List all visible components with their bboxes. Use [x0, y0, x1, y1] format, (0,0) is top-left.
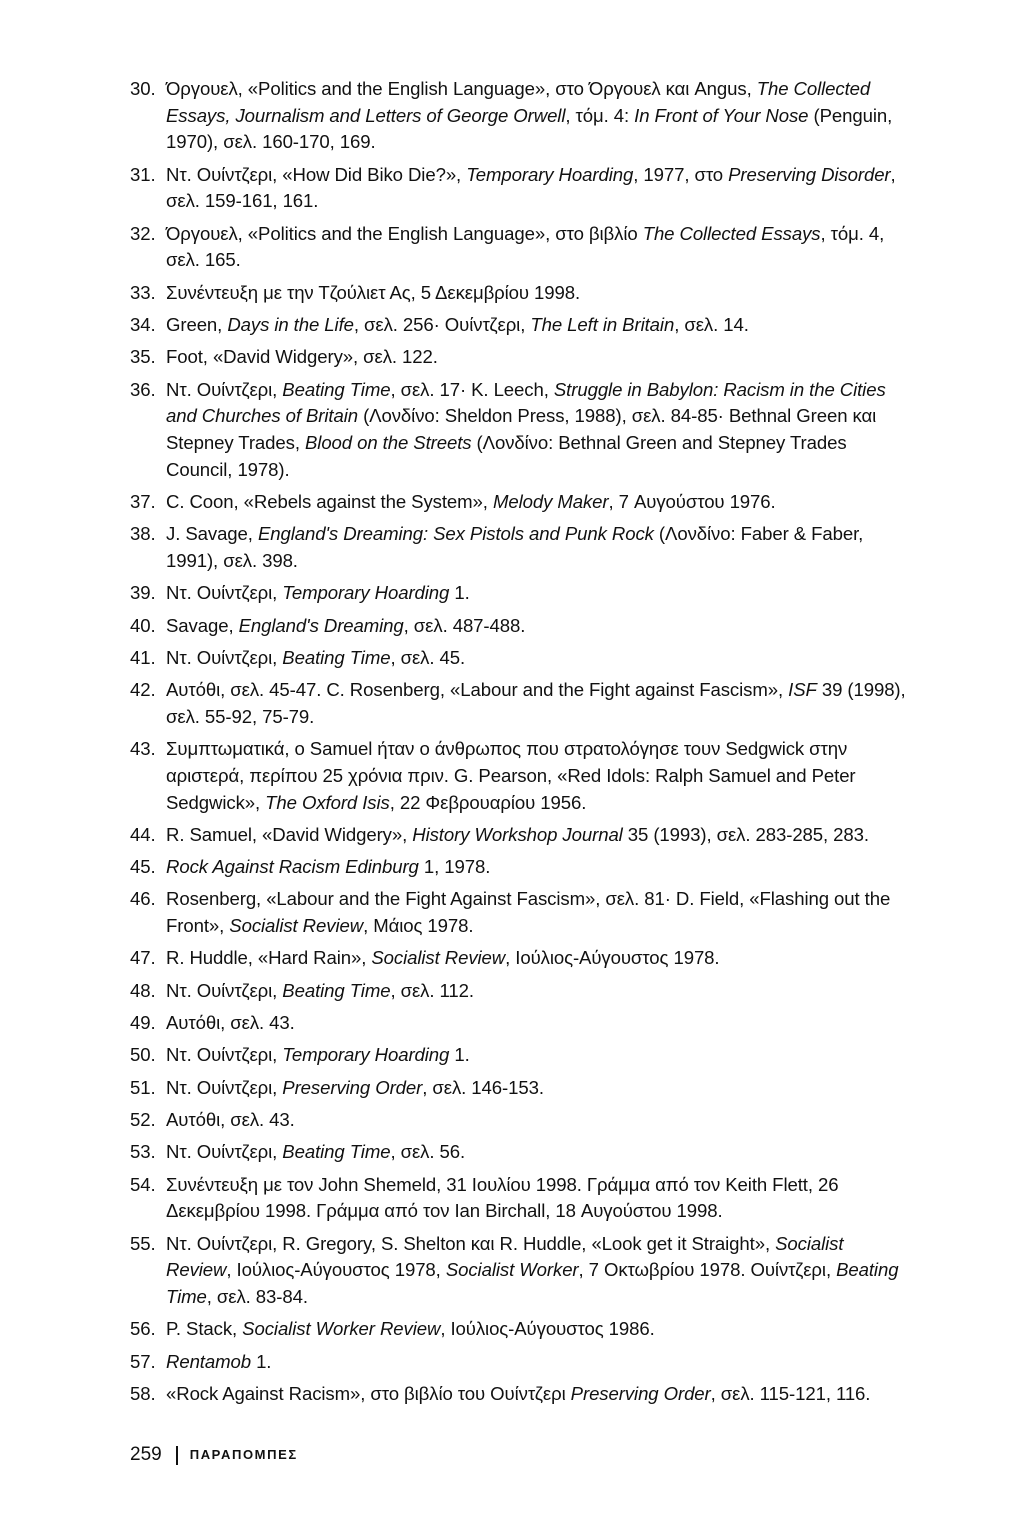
endnote-title-italic: Preserving Disorder [728, 163, 891, 185]
endnote-number: 53. [130, 1141, 156, 1163]
endnote-text [166, 162, 910, 215]
endnote-item [130, 978, 910, 1005]
endnote-number: 31. [130, 163, 156, 185]
endnote-item [130, 162, 910, 215]
endnote-number: 44. [130, 823, 156, 845]
endnote-text-run: (Λονδίνο: Bethnal Green and Stepney Trades Council, 1978). [166, 432, 847, 480]
endnote-item [130, 886, 910, 939]
endnote-title-italic: England's Dreaming: Sex Pistols and Punk Rock [257, 523, 654, 545]
endnote-text [166, 736, 910, 816]
endnote-title-italic: Socialist Worker [445, 1259, 579, 1281]
endnote-title-italic: Socialist Review [229, 915, 364, 937]
endnote-number: 48. [130, 979, 156, 1001]
endnote-text-run: , σελ. 487-488. [403, 614, 526, 636]
endnote-text-run: P. Stack, [166, 1318, 243, 1340]
endnotes-list [130, 76, 910, 1413]
endnote-text-run: Green, [166, 314, 228, 335]
endnote-text-run: 35 (1993), σελ. 283-285, 283. [622, 823, 869, 845]
endnote-title-italic: Socialist Worker Review [242, 1318, 441, 1340]
endnote-text-run: Ντ. Ουίντζερι, [166, 1141, 283, 1163]
endnote-text-run: Αυτόθι, σελ. 45-47. C. Rosenberg, «Labour and the Fight against Fascism», [166, 679, 789, 701]
endnote-item [130, 280, 910, 307]
endnote-text-run: , 1977, στο [633, 163, 729, 185]
endnote-text-run: Foot, «David Widgery», σελ. 122. [166, 346, 438, 368]
endnote-item [130, 736, 910, 816]
endnote-title-italic: Struggle in Babylon: Racism in the Cities and Churches of Britain [166, 378, 886, 427]
endnote-text-run: 39 (1998), σελ. 55-92, 75-79. [166, 679, 906, 727]
endnote-text [166, 1172, 910, 1225]
endnote-text [166, 1381, 910, 1408]
endnote-text [166, 886, 910, 939]
endnote-number: 51. [130, 1076, 156, 1098]
endnote-text [166, 645, 910, 672]
endnote-text [166, 377, 910, 484]
endnote-text [166, 76, 910, 156]
endnote-text [166, 221, 910, 274]
endnote-text [166, 945, 910, 972]
endnote-number: 47. [130, 947, 156, 969]
endnote-text [166, 489, 910, 516]
endnote-number: 30. [130, 78, 156, 99]
endnote-title-italic: Rentamob [166, 1350, 251, 1372]
endnote-text [166, 854, 910, 881]
endnote-text [166, 1231, 910, 1311]
endnote-number: 45. [130, 856, 156, 878]
endnote-item [130, 1349, 910, 1376]
endnote-text [166, 521, 910, 574]
endnote-item [130, 1139, 910, 1166]
endnote-text [166, 1139, 910, 1166]
endnote-item [130, 489, 910, 516]
endnote-text-run: 1, 1978. [418, 856, 491, 878]
endnote-number: 54. [130, 1173, 156, 1195]
endnote-number: 33. [130, 281, 156, 303]
endnote-number: 57. [130, 1350, 156, 1372]
endnote-text-run: Ντ. Ουίντζερι, [166, 1044, 283, 1066]
endnote-title-italic: Preserving Order [282, 1076, 423, 1098]
endnote-item [130, 613, 910, 640]
endnote-text [166, 677, 910, 730]
endnote-title-italic: The Oxford Isis [265, 791, 390, 813]
endnote-text-run: , Ιούλιος-Αύγουστος 1978. [505, 947, 720, 969]
endnote-item [130, 1010, 910, 1037]
endnote-text-run: Συμπτωματικά, ο Samuel ήταν ο άνθρωπος που στρατολόγησε τουν Sedgwick στην αριστερά, περίπου 25 χρόνια πριν. G. Pearson, «Red Idols: Ralph Samuel and Peter Sedgwick», [166, 738, 856, 813]
endnote-text-run: Ντ. Ουίντζερι, [166, 646, 283, 668]
endnote-item [130, 1075, 910, 1102]
endnote-item [130, 822, 910, 849]
endnote-text-run: , σελ. 112. [390, 979, 474, 1001]
endnote-number: 37. [130, 491, 156, 512]
endnote-item [130, 580, 910, 607]
endnote-title-italic: In Front of Your Nose [634, 104, 809, 126]
endnote-item [130, 645, 910, 672]
endnote-text-run: (Λονδίνο: Faber & Faber, 1991), σελ. 398. [166, 523, 864, 571]
endnote-text-run: , σελ. 83-84. [206, 1285, 308, 1307]
endnote-number: 40. [130, 614, 156, 636]
endnote-item [130, 1231, 910, 1311]
endnote-text-run: , σελ. 56. [390, 1141, 466, 1163]
endnote-text-run: «Rock Against Racism», στο βιβλίο του Ουίντζερι [166, 1382, 571, 1404]
endnote-number: 58. [130, 1382, 156, 1404]
endnote-item [130, 344, 910, 371]
endnote-number: 56. [130, 1318, 156, 1340]
endnote-item [130, 1107, 910, 1134]
endnote-text-run: , 22 Φεβρουαρίου 1956. [389, 791, 587, 813]
endnote-item [130, 221, 910, 274]
endnote-number: 42. [130, 679, 156, 701]
endnote-title-italic: Beating Time [282, 646, 391, 668]
endnote-number: 46. [130, 888, 156, 910]
endnote-number: 36. [130, 378, 156, 400]
page-footer [130, 1443, 298, 1467]
endnote-text-run: Ντ. Ουίντζερι, [166, 979, 283, 1001]
section-title: ΠΑΡΑΠΟΜΠΕΣ [189, 1447, 298, 1462]
endnote-title-italic: Temporary Hoarding [282, 1044, 450, 1066]
endnote-text-run: Ντ. Ουίντζερι, [166, 378, 283, 400]
endnote-text-run: , τόμ. 4, σελ. 165. [166, 222, 885, 271]
endnote-number: 49. [130, 1012, 156, 1034]
footer-divider [176, 1446, 178, 1465]
endnote-text [166, 344, 910, 371]
endnote-text-run: , σελ. 17· K. Leech, [390, 378, 554, 400]
endnote-text-run: , σελ. 256· Ουίντζερι, [353, 314, 531, 335]
endnote-text [166, 1107, 910, 1134]
endnote-title-italic: Temporary Hoarding [466, 163, 634, 185]
endnote-text-run: , σελ. 159-161, 161. [166, 163, 896, 212]
endnote-text-run: , Μάιος 1978. [363, 915, 474, 937]
endnote-number: 39. [130, 582, 156, 604]
endnote-item [130, 76, 910, 156]
endnote-text-run: Ντ. Ουίντζερι, [166, 582, 283, 604]
endnote-item [130, 1042, 910, 1069]
endnote-text-run: C. Coon, «Rebels against the System», [166, 491, 493, 512]
endnote-item [130, 1381, 910, 1408]
endnote-title-italic: The Left in Britain [530, 314, 675, 335]
endnote-number: 32. [130, 222, 156, 244]
endnote-text [166, 580, 910, 607]
endnote-title-italic: Melody Maker [492, 491, 609, 512]
endnote-item [130, 945, 910, 972]
endnote-title-italic: Beating Time [282, 378, 391, 400]
endnote-title-italic: Temporary Hoarding [282, 582, 450, 604]
endnote-number: 34. [130, 314, 156, 335]
endnote-item [130, 677, 910, 730]
page-number: 259 [130, 1444, 162, 1465]
endnote-text-run: 1. [449, 582, 470, 604]
endnote-title-italic: The Collected Essays [642, 222, 821, 244]
endnote-text-run: , Ιούλιος-Αύγουστος 1978, [226, 1259, 446, 1281]
endnote-text-run: J. Savage, [166, 523, 258, 545]
endnote-title-italic: Beating Time [282, 1141, 391, 1163]
endnote-text-run: Ντ. Ουίντζερι, R. Gregory, S. Shelton και R. Huddle, «Look get it Straight», [166, 1232, 776, 1254]
endnote-number: 50. [130, 1044, 156, 1066]
endnote-text-run: Rosenberg, «Labour and the Fight Against Fascism», σελ. 81· D. Field, «Flashing out the Front», [166, 888, 891, 937]
endnote-text [166, 1075, 910, 1102]
endnote-item [130, 312, 910, 339]
endnote-item [130, 521, 910, 574]
endnote-item [130, 854, 910, 881]
endnote-text-run: Όργουελ, «Politics and the English Language», στο Όργουελ και Angus, [166, 78, 757, 99]
endnote-title-italic: Rock Against Racism Edinburg [166, 856, 419, 878]
endnote-text-run: Συνέντευξη με τον John Shemeld, 31 Ιουλίου 1998. Γράμμα από τον Keith Flett, 26 Δεκεμβρίου 1998. Γράμμα από τον Ian Birchall, 18 Αυγούστου 1998. [166, 1173, 839, 1222]
endnote-title-italic: History Workshop Journal [412, 823, 623, 845]
endnote-item [130, 1316, 910, 1343]
endnote-text-run: (Λονδίνο: Sheldon Press, 1988), σελ. 84-85· Bethnal Green και Stepney Trades, [166, 405, 877, 453]
endnote-text [166, 312, 910, 339]
endnote-number: 41. [130, 646, 156, 668]
endnote-title-italic: Beating Time [282, 979, 391, 1001]
endnote-title-italic: Preserving Order [570, 1382, 711, 1404]
endnote-item [130, 377, 910, 484]
endnote-text-run: , σελ. 14. [674, 314, 749, 335]
endnote-text-run: 1. [449, 1044, 470, 1066]
endnote-text-run: (Penguin, 1970), σελ. 160-170, 169. [166, 104, 893, 153]
endnote-text-run: , τόμ. 4: [565, 104, 635, 126]
endnote-title-italic: England's Dreaming [238, 614, 404, 636]
endnote-text [166, 1349, 910, 1376]
endnote-text-run: , 7 Αυγούστου 1976. [608, 491, 776, 512]
endnote-text-run: Savage, [166, 614, 239, 636]
endnote-text-run: Αυτόθι, σελ. 43. [166, 1108, 295, 1130]
endnote-number: 43. [130, 738, 156, 760]
endnote-text [166, 280, 910, 307]
endnote-text [166, 1010, 910, 1037]
endnote-title-italic: Days in the Life [227, 314, 354, 335]
endnote-text [166, 978, 910, 1005]
endnote-text-run: Ντ. Ουίντζερι, [166, 1076, 283, 1098]
endnote-number: 38. [130, 523, 156, 545]
endnote-text-run: Συνέντευξη με την Τζούλιετ Ας, 5 Δεκεμβρίου 1998. [166, 281, 581, 303]
endnote-title-italic: Blood on the Streets [304, 432, 472, 453]
endnote-title-italic: Socialist Review [371, 947, 506, 969]
endnote-text-run: , σελ. 45. [390, 646, 466, 668]
endnote-text [166, 822, 910, 849]
endnote-text-run: R. Samuel, «David Widgery», [166, 823, 413, 845]
endnote-number: 35. [130, 346, 156, 368]
endnote-title-italic: The Collected Essays, Journalism and Letters of George Orwell [166, 78, 871, 126]
endnote-number: 52. [130, 1108, 156, 1130]
endnote-text [166, 1042, 910, 1069]
endnote-number: 55. [130, 1232, 156, 1254]
endnote-item [130, 1172, 910, 1225]
endnote-text-run: 1. [251, 1350, 272, 1372]
endnote-title-italic: Beating Time [166, 1259, 899, 1307]
endnote-text-run: Όργουελ, «Politics and the English Language», στο βιβλίο [166, 222, 643, 244]
endnote-text-run: , σελ. 146-153. [422, 1076, 544, 1098]
endnote-title-italic: Socialist Review [166, 1232, 844, 1281]
endnote-text-run: , 7 Οκτωβρίου 1978. Ουίντζερι, [578, 1259, 837, 1281]
endnote-text [166, 1316, 910, 1343]
endnote-title-italic: ISF [788, 679, 817, 701]
endnote-text-run: Ντ. Ουίντζερι, «How Did Biko Die?», [166, 163, 467, 185]
endnote-text-run: R. Huddle, «Hard Rain», [166, 947, 372, 969]
endnote-text-run: Αυτόθι, σελ. 43. [166, 1012, 295, 1034]
endnote-text-run: , σελ. 115-121, 116. [710, 1382, 871, 1404]
endnote-text [166, 613, 910, 640]
endnote-text-run: , Ιούλιος-Αύγουστος 1986. [440, 1318, 655, 1340]
